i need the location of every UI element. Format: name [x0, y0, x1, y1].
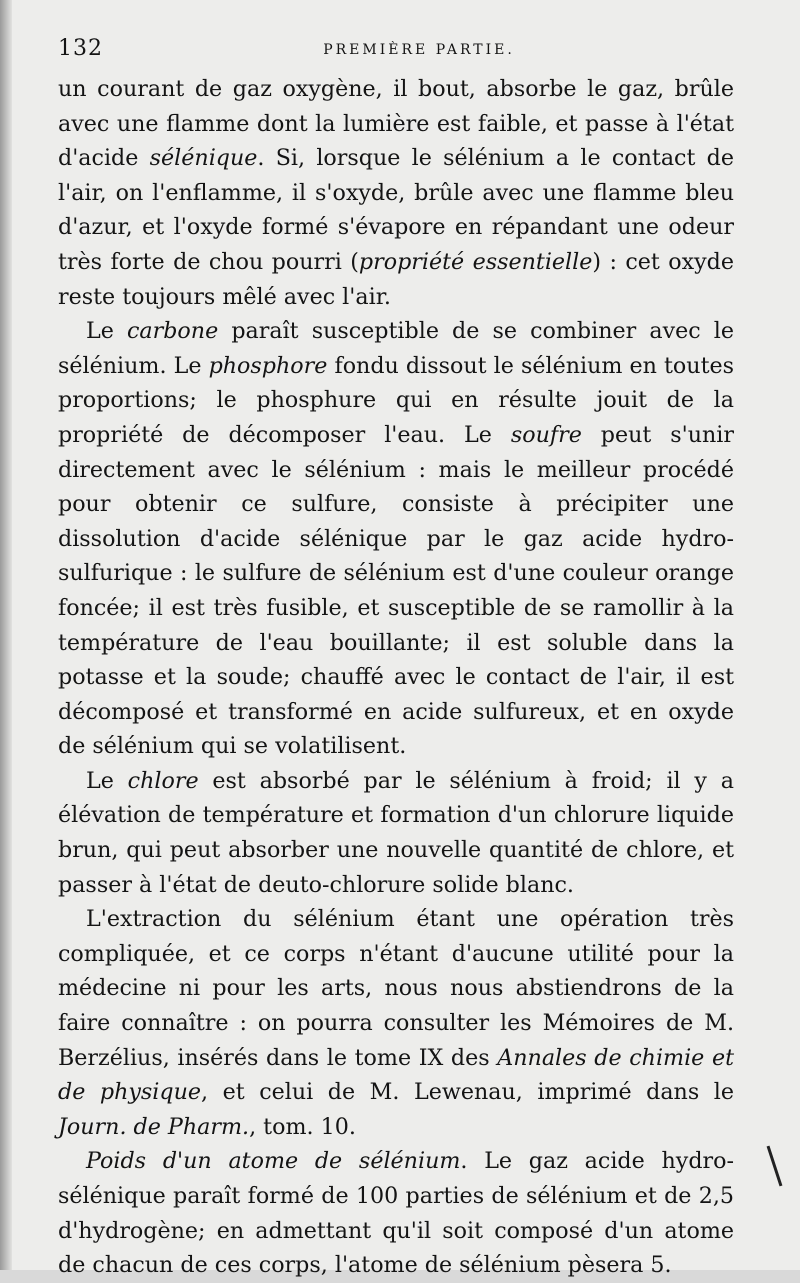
italic-title: Journ. de Pharm. [58, 1113, 250, 1140]
italic-term: propriété essentielle [358, 248, 593, 275]
text-run: est absorbé par le sélénium à froid; il y a élévation de température et formation d'un chlorure liquide brun, qui peut absorber une nouvelle quantité de chlore, et passer à l'état de deuto-chlorure solide blanc. [58, 767, 734, 898]
text-run: paraît susceptible de se combiner avec le sélénium. Le [58, 318, 734, 379]
text-run: peut s'unir directement avec le sélénium : mais le meilleur procédé pour obtenir ce sulfure, consiste à précipiter une dissolution d'acide sélénique par le gaz acide hydro-sulfurique : le sulfure de sélénium est d'une couleur orange foncée; il est très fusible, et susceptible de se ramollir à la température de l'eau bouillante; il est soluble dans la potasse et la soude; chauffé avec le contact de l'air, il est décomposé et transformé en acide sulfureux, et en oxyde de sélénium qui se volatilisent. [58, 421, 734, 760]
italic-title: Annales de chimie et de physique [58, 1044, 734, 1106]
italic-term: chlore [127, 767, 199, 794]
running-head: PREMIÈRE PARTIE. [323, 42, 515, 58]
body-text [58, 72, 734, 1283]
paragraph-poids-atome [58, 1144, 734, 1282]
italic-term: soufre [510, 421, 582, 448]
text-run: , tom. 10. [249, 1113, 356, 1140]
page-spine-shadow [0, 0, 12, 1270]
page-number: 132 [58, 36, 103, 61]
text-run: ) : cet oxyde reste toujours mêlé avec l'air. [58, 248, 734, 310]
paragraph-extraction [58, 902, 734, 1144]
page-header [58, 36, 740, 66]
text-run: un courant de gaz oxygène, il bout, absorbe le gaz, brûle avec une flamme dont la lumière est faible, et passe à l'état d'acide [58, 76, 734, 172]
italic-term: carbone [126, 318, 219, 345]
text-run: Le [86, 318, 127, 345]
text-run: Le [86, 767, 128, 794]
italic-heading: Poids d'un atome de sélénium [86, 1148, 461, 1175]
text-run: . Si, lorsque le sélénium a le contact de l'air, on l'enflamme, il s'oxyde, brûle avec une flamme bleu d'azur, et l'oxyde formé s'évapore en répandant une odeur très forte de chou pourri ( [58, 145, 734, 275]
text-run: . Le gaz acide hydro-sélénique paraît formé de 100 parties de sélénium et de 2,5 d'hydrogène; en admettant qu'il soit composé d'un atome de chacun de ces corps, l'atome de sélénium pèsera 5. [58, 1148, 734, 1279]
italic-term: phosphore [208, 352, 328, 379]
text-run: fondu dissout le sélénium en toutes proportions; le phosphure qui en résulte jouit de la propriété de décomposer l'eau. Le [58, 352, 735, 448]
paragraph-oxygen [58, 72, 734, 314]
paragraph-carbone [58, 314, 734, 764]
text-run: L'extraction du sélénium étant une opération très compliquée, et ce corps n'étant d'aucune utilité pour la médecine ni pour les arts, nous nous abstiendrons de la faire connaître : on pourra consulter les Mémoires de M. Berzélius, insérés dans le tome IX des [58, 906, 734, 1071]
paragraph-chlore [58, 764, 734, 902]
margin-pencil-mark [767, 1146, 783, 1187]
text-run: , et celui de M. Lewenau, imprimé dans le [201, 1079, 734, 1106]
italic-term: sélénique [149, 145, 258, 172]
